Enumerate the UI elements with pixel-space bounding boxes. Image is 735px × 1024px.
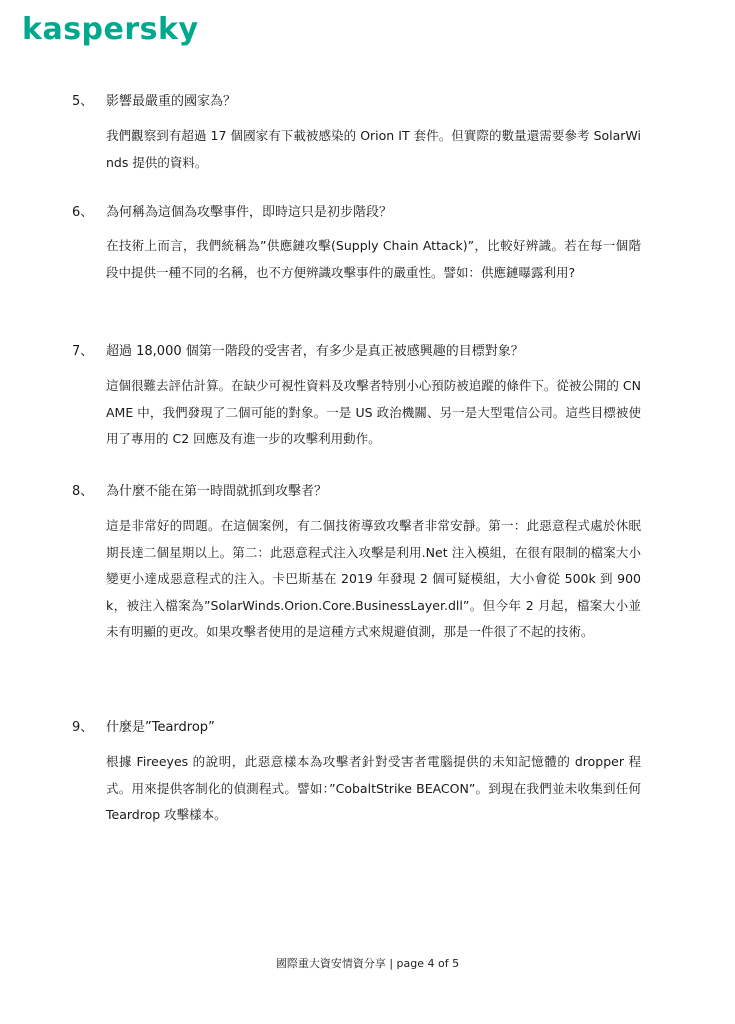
item-question: 超過 18,000 個第一階段的受害者，有多少是真正被感興趣的目標對象？ (106, 344, 524, 359)
item-question: 為什麼不能在第一時間就抓到攻擊者？ (106, 484, 328, 499)
item-answer: 我們觀察到有超過 17 個國家有下載被感染的 Orion IT 套件。但實際的數量還需要參考 SolarWinds 提供的資料。 (106, 128, 641, 170)
item-question: 為何稱為這個為攻擊事件，即時這只是初步階段？ (106, 205, 393, 220)
item-number: 9、 (72, 720, 94, 735)
page-footer: 國際重大資安情資分享 | page 4 of 5 (275, 957, 460, 970)
item-question: 什麼是”Teardrop” (106, 720, 215, 735)
item-answer: 在技術上而言，我們統稱為”供應鏈攻擊(Supply Chain Attack)”，比較好辨識。若在每一個階段中提供一種不同的名稱，也不方便辨識攻擊事件的嚴重性。譬如：供應鏈曝露利用? (106, 238, 641, 280)
item-question: 影響最嚴重的國家為？ (106, 94, 237, 109)
item-answer: 這是非常好的問題。在這個案例，有二個技術導致攻擊者非常安靜。第一：此惡意程式處於休眠期長達二個星期以上。第二：此惡意程式注入攻擊是利用.Net 注入模組，在很有限制的檔案大小變更小達成惡意程式的注入。卡巴斯基在 2019 年發現 2 個可疑模組，大小會從 500k 到 900k，被注入檔案為”SolarWinds.Orion.Core.BusinessLayer.dll”。但今年 2 月起，檔案大小並未有明顯的更改。如果攻擊者使用的是這種方式來規避偵測，那是一件很了不起的技術。 (106, 518, 641, 639)
item-answer: 根據 Fireeyes 的說明，此惡意樣本為攻擊者針對受害者電腦提供的未知記憶體的 dropper 程式。用來提供客制化的偵測程式。譬如：”CobaltStrike BEACON”。到現在我們並未收集到任何 Teardrop 攻擊樣本。 (106, 754, 641, 822)
item-answer: 這個很難去評估計算。在缺少可視性資料及攻擊者特別小心預防被追蹤的條件下。從被公開的 CNAME 中，我們發現了二個可能的對象。一是 US 政治機關、另一是大型電信公司。這些目標被使用了專用的 C2 回應及有進一步的攻擊利用動作。 (106, 378, 641, 446)
item-number: 5、 (72, 94, 94, 109)
item-number: 8、 (72, 484, 94, 499)
item-number: 6、 (72, 205, 94, 220)
kaspersky-logo: kaspersky (22, 12, 199, 47)
item-number: 7、 (72, 344, 94, 359)
